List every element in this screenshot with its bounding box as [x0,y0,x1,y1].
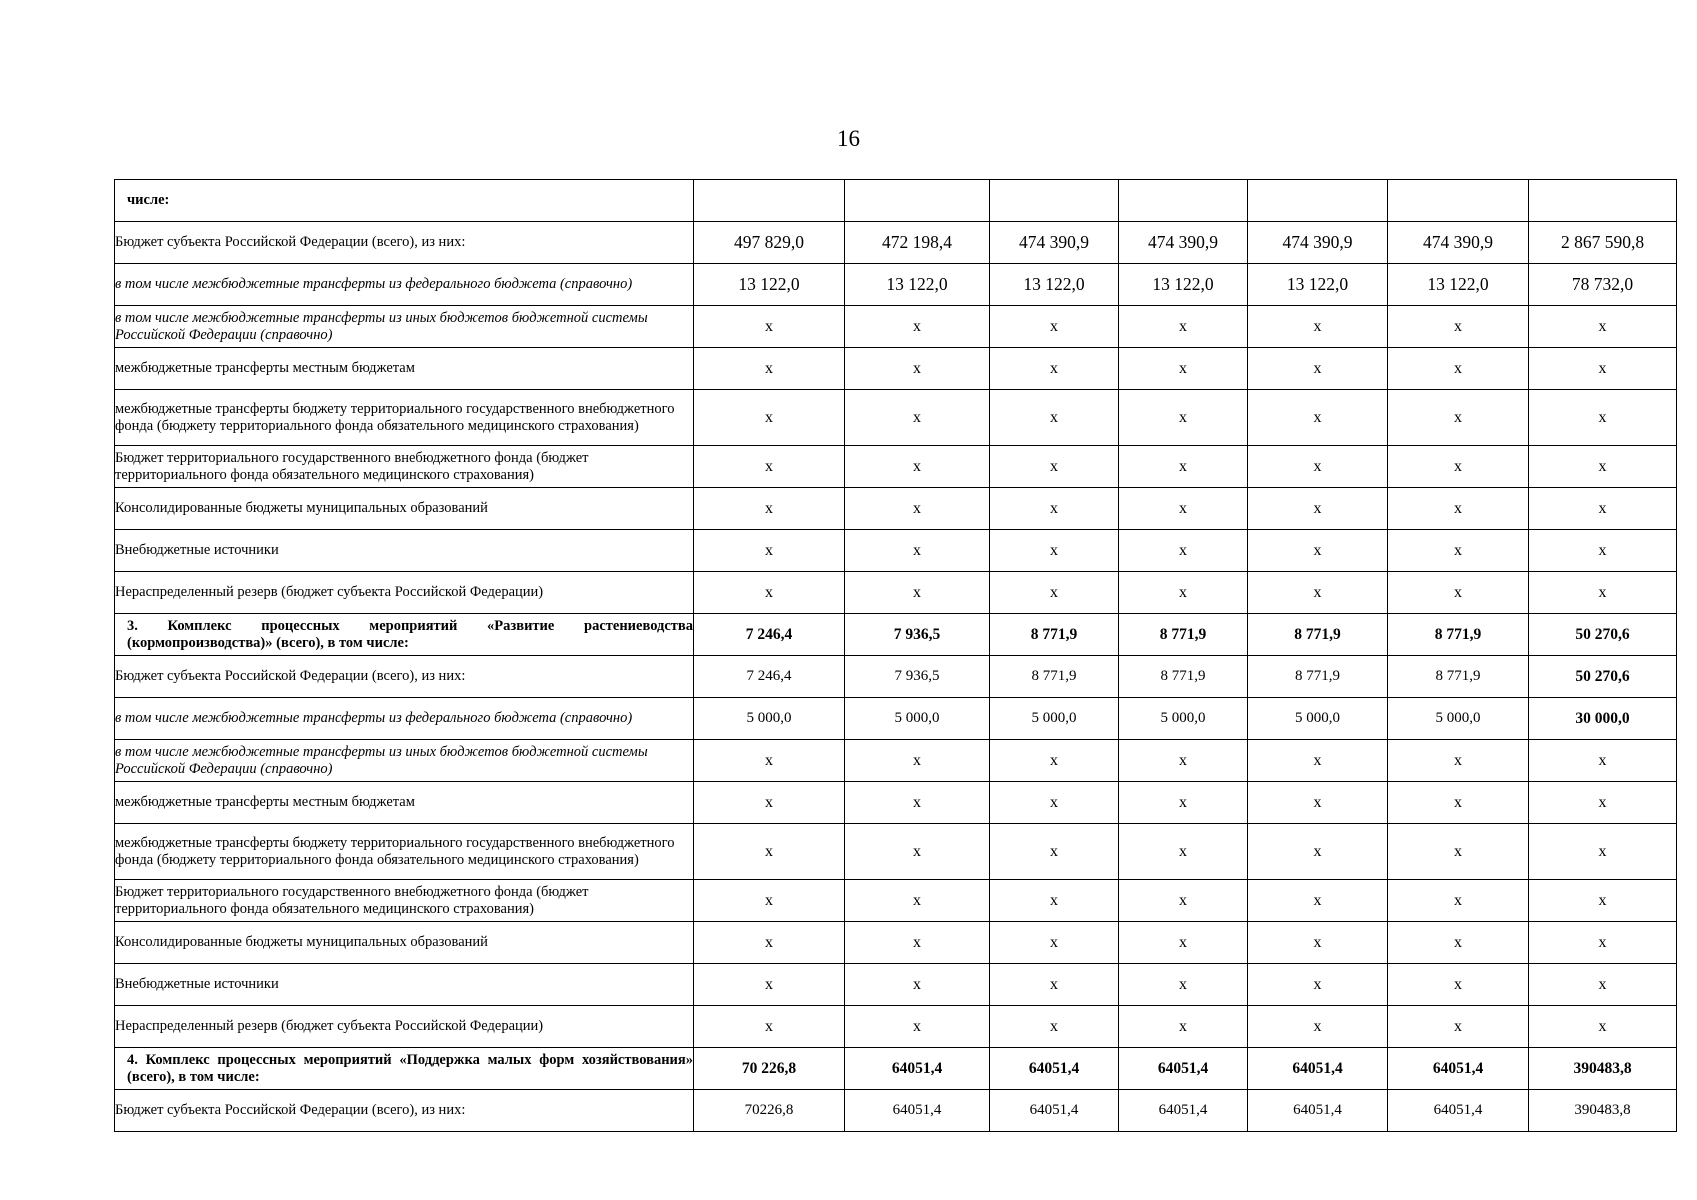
row-label: Нераспределенный резерв (бюджет субъекта Российской Федерации) [115,1006,694,1048]
row-value-cell: х [845,446,990,488]
row-value-cell: х [694,922,845,964]
row-value-cell: х [990,348,1119,390]
row-value-cell: х [990,740,1119,782]
row-value-cell: 8 771,9 [990,614,1119,656]
table-row [115,740,1677,782]
table-row [115,698,1677,740]
row-value-cell: х [845,964,990,1006]
row-value-cell: х [845,782,990,824]
row-value-cell: 13 122,0 [990,264,1119,306]
row-value-cell: 390483,8 [1529,1090,1677,1132]
row-label: в том числе межбюджетные трансферты из федерального бюджета (справочно) [115,264,694,306]
row-value-cell: 50 270,6 [1529,656,1677,698]
row-value-cell: 5 000,0 [694,698,845,740]
table-row [115,880,1677,922]
row-value-cell: 8 771,9 [1388,614,1529,656]
budget-table-body [115,180,1677,1132]
row-value-cell: 474 390,9 [1248,222,1388,264]
row-value-cell: 5 000,0 [990,698,1119,740]
row-label: в том числе межбюджетные трансферты из иных бюджетов бюджетной системы Российской Федерации (справочно) [115,306,694,348]
row-value-cell: х [1529,348,1677,390]
row-value-cell: х [1248,782,1388,824]
row-value-cell: х [694,306,845,348]
row-value-cell: 64051,4 [845,1048,990,1090]
row-value-cell: х [845,740,990,782]
row-value-cell: х [1388,740,1529,782]
row-value-cell: 390483,8 [1529,1048,1677,1090]
row-value-cell: х [694,348,845,390]
row-value-cell: 13 122,0 [845,264,990,306]
row-value-cell: х [1248,390,1388,446]
row-value-cell: х [1388,306,1529,348]
row-value-cell: 474 390,9 [990,222,1119,264]
table-row [115,446,1677,488]
row-value-cell: х [845,306,990,348]
row-value-cell: х [845,348,990,390]
row-value-cell: х [1119,390,1248,446]
row-value-cell: х [1248,964,1388,1006]
row-label: Консолидированные бюджеты муниципальных образований [115,488,694,530]
row-value-cell: х [1388,824,1529,880]
row-value-cell: х [990,446,1119,488]
row-value-cell: 7 246,4 [694,656,845,698]
row-value-cell: х [694,390,845,446]
page-number: 16 [837,126,860,151]
row-value-cell: 70226,8 [694,1090,845,1132]
table-row [115,488,1677,530]
row-label: Бюджет субъекта Российской Федерации (всего), из них: [115,656,694,698]
row-value-cell: х [845,824,990,880]
row-value-cell: 8 771,9 [1248,656,1388,698]
row-value-cell: х [1388,572,1529,614]
row-label: межбюджетные трансферты местным бюджетам [115,348,694,390]
table-row [115,264,1677,306]
row-value-cell: 5 000,0 [1248,698,1388,740]
table-row [115,1090,1677,1132]
row-value-cell: х [1529,446,1677,488]
row-label: 4. Комплекс процессных мероприятий «Поддержка малых форм хозяйствования» (всего), в том числе: [115,1048,694,1090]
row-value-cell: х [1529,922,1677,964]
row-value-cell: х [1388,488,1529,530]
row-value-cell: х [1248,488,1388,530]
row-value-cell: х [1529,572,1677,614]
row-value-cell: х [1388,1006,1529,1048]
row-value-cell: х [694,880,845,922]
row-value-cell: 5 000,0 [1119,698,1248,740]
row-value-cell: х [694,572,845,614]
row-value-cell: х [990,922,1119,964]
row-value-cell: х [1119,572,1248,614]
row-value-cell: 7 936,5 [845,656,990,698]
row-value-cell: 64051,4 [990,1090,1119,1132]
row-value-cell: х [845,390,990,446]
row-value-cell: х [990,1006,1119,1048]
row-label: Внебюджетные источники [115,964,694,1006]
row-value-cell: х [1529,488,1677,530]
table-row [115,824,1677,880]
row-value-cell: 30 000,0 [1529,698,1677,740]
row-value-cell: х [1529,530,1677,572]
row-value-cell: х [1529,390,1677,446]
row-value-cell: х [990,488,1119,530]
table-row [115,572,1677,614]
row-value-cell: х [990,390,1119,446]
row-value-cell: 64051,4 [1388,1048,1529,1090]
row-value-cell: 78 732,0 [1529,264,1677,306]
row-value-cell: 64051,4 [1119,1048,1248,1090]
table-row [115,306,1677,348]
row-label: Бюджет субъекта Российской Федерации (всего), из них: [115,1090,694,1132]
row-value-cell: х [1388,348,1529,390]
row-value-cell: х [845,488,990,530]
row-value-cell: х [1388,964,1529,1006]
row-value-cell: х [990,824,1119,880]
row-value-cell: х [1388,880,1529,922]
row-value-cell: х [990,572,1119,614]
row-value-cell: х [1119,740,1248,782]
row-value-cell: х [990,530,1119,572]
row-value-cell: х [1119,530,1248,572]
row-value-cell: х [1248,446,1388,488]
row-value-cell: 474 390,9 [1388,222,1529,264]
row-value-cell: х [694,964,845,1006]
row-value-cell: х [1119,1006,1248,1048]
row-label: Бюджет территориального государственного внебюджетного фонда (бюджет территориального фонда обязательного медицинского страхования) [115,446,694,488]
row-value-cell: х [1529,740,1677,782]
row-label: в том числе межбюджетные трансферты из иных бюджетов бюджетной системы Российской Федерации (справочно) [115,740,694,782]
row-value-cell: х [990,964,1119,1006]
row-value-cell: х [845,880,990,922]
row-value-cell: 8 771,9 [1119,614,1248,656]
row-label: Консолидированные бюджеты муниципальных образований [115,922,694,964]
row-value-cell: 7 936,5 [845,614,990,656]
row-value-cell: х [1529,880,1677,922]
row-value-cell: х [1529,782,1677,824]
row-value-cell: 8 771,9 [990,656,1119,698]
row-value-cell: х [694,530,845,572]
row-value-cell: х [1119,488,1248,530]
row-value-cell: 13 122,0 [1388,264,1529,306]
table-row [115,964,1677,1006]
row-label: Бюджет территориального государственного внебюджетного фонда (бюджет территориального фонда обязательного медицинского страхования) [115,880,694,922]
row-value-cell: 64051,4 [1248,1090,1388,1132]
row-value-cell: х [1248,572,1388,614]
row-value-cell: 472 198,4 [845,222,990,264]
row-value-cell: х [1119,922,1248,964]
row-value-cell: х [694,488,845,530]
row-value-cell: 64051,4 [1388,1090,1529,1132]
row-value-cell: х [694,782,845,824]
row-value-cell: х [1248,880,1388,922]
row-value-cell: х [1529,824,1677,880]
table-row [115,1048,1677,1090]
row-value-cell: х [1388,922,1529,964]
row-label: числе: [115,180,694,222]
row-value-cell: х [1119,782,1248,824]
row-value-cell: х [990,782,1119,824]
row-value-cell: 13 122,0 [1248,264,1388,306]
table-row [115,922,1677,964]
row-value-cell: х [1388,446,1529,488]
row-value-cell: х [1119,964,1248,1006]
row-value-cell: 8 771,9 [1388,656,1529,698]
row-value-cell: х [1248,530,1388,572]
row-value-cell: х [1388,782,1529,824]
row-value-cell: 64051,4 [990,1048,1119,1090]
row-value-cell: х [694,740,845,782]
row-value-cell: х [1119,880,1248,922]
row-label: Бюджет субъекта Российской Федерации (всего), из них: [115,222,694,264]
row-value-cell: х [694,1006,845,1048]
row-value-cell: х [845,922,990,964]
table-row [115,348,1677,390]
row-value-cell: 5 000,0 [1388,698,1529,740]
table-row [115,656,1677,698]
row-value-cell: х [990,880,1119,922]
row-value-cell: 64051,4 [1248,1048,1388,1090]
row-value-cell: 497 829,0 [694,222,845,264]
row-value-cell: х [1248,922,1388,964]
row-value-cell [1529,180,1677,222]
row-value-cell: 50 270,6 [1529,614,1677,656]
row-value-cell: х [694,446,845,488]
table-row [115,180,1677,222]
row-value-cell: х [694,824,845,880]
row-value-cell: х [1388,530,1529,572]
row-label: Внебюджетные источники [115,530,694,572]
row-value-cell: х [1388,390,1529,446]
row-value-cell: 2 867 590,8 [1529,222,1677,264]
row-value-cell [694,180,845,222]
table-row [115,614,1677,656]
row-value-cell: х [1529,964,1677,1006]
row-value-cell [1248,180,1388,222]
row-value-cell: х [1119,348,1248,390]
row-value-cell: х [1248,824,1388,880]
row-label: межбюджетные трансферты местным бюджетам [115,782,694,824]
row-value-cell: х [1119,824,1248,880]
row-value-cell: 7 246,4 [694,614,845,656]
row-value-cell: х [845,572,990,614]
row-value-cell [845,180,990,222]
row-value-cell [1388,180,1529,222]
row-value-cell: х [1529,306,1677,348]
row-value-cell: х [1119,306,1248,348]
row-value-cell [990,180,1119,222]
row-value-cell: х [990,306,1119,348]
table-row [115,1006,1677,1048]
row-value-cell: х [1529,1006,1677,1048]
row-value-cell: 474 390,9 [1119,222,1248,264]
row-value-cell: х [845,1006,990,1048]
row-label: межбюджетные трансферты бюджету территориального государственного внебюджетного фонда (бюджету территориального фонда обязательного медицинского страхования) [115,390,694,446]
row-label: Нераспределенный резерв (бюджет субъекта Российской Федерации) [115,572,694,614]
table-row [115,390,1677,446]
row-value-cell: х [1248,1006,1388,1048]
row-value-cell: х [845,530,990,572]
row-value-cell: 8 771,9 [1119,656,1248,698]
table-row [115,782,1677,824]
row-label: в том числе межбюджетные трансферты из федерального бюджета (справочно) [115,698,694,740]
budget-table [114,179,1677,1132]
table-row [115,222,1677,264]
row-value-cell: 13 122,0 [694,264,845,306]
row-value-cell: х [1248,740,1388,782]
row-label: 3. Комплекс процессных мероприятий «Развитие растениеводства (кормопроизводства)» (всего), в том числе: [115,614,694,656]
row-value-cell: х [1248,306,1388,348]
row-value-cell: 64051,4 [845,1090,990,1132]
row-value-cell: 70 226,8 [694,1048,845,1090]
row-value-cell: 13 122,0 [1119,264,1248,306]
row-value-cell: 5 000,0 [845,698,990,740]
row-value-cell: х [1248,348,1388,390]
row-value-cell: 64051,4 [1119,1090,1248,1132]
row-value-cell: 8 771,9 [1248,614,1388,656]
row-value-cell: х [1119,446,1248,488]
row-label: межбюджетные трансферты бюджету территориального государственного внебюджетного фонда (бюджету территориального фонда обязательного медицинского страхования) [115,824,694,880]
row-value-cell [1119,180,1248,222]
table-row [115,530,1677,572]
